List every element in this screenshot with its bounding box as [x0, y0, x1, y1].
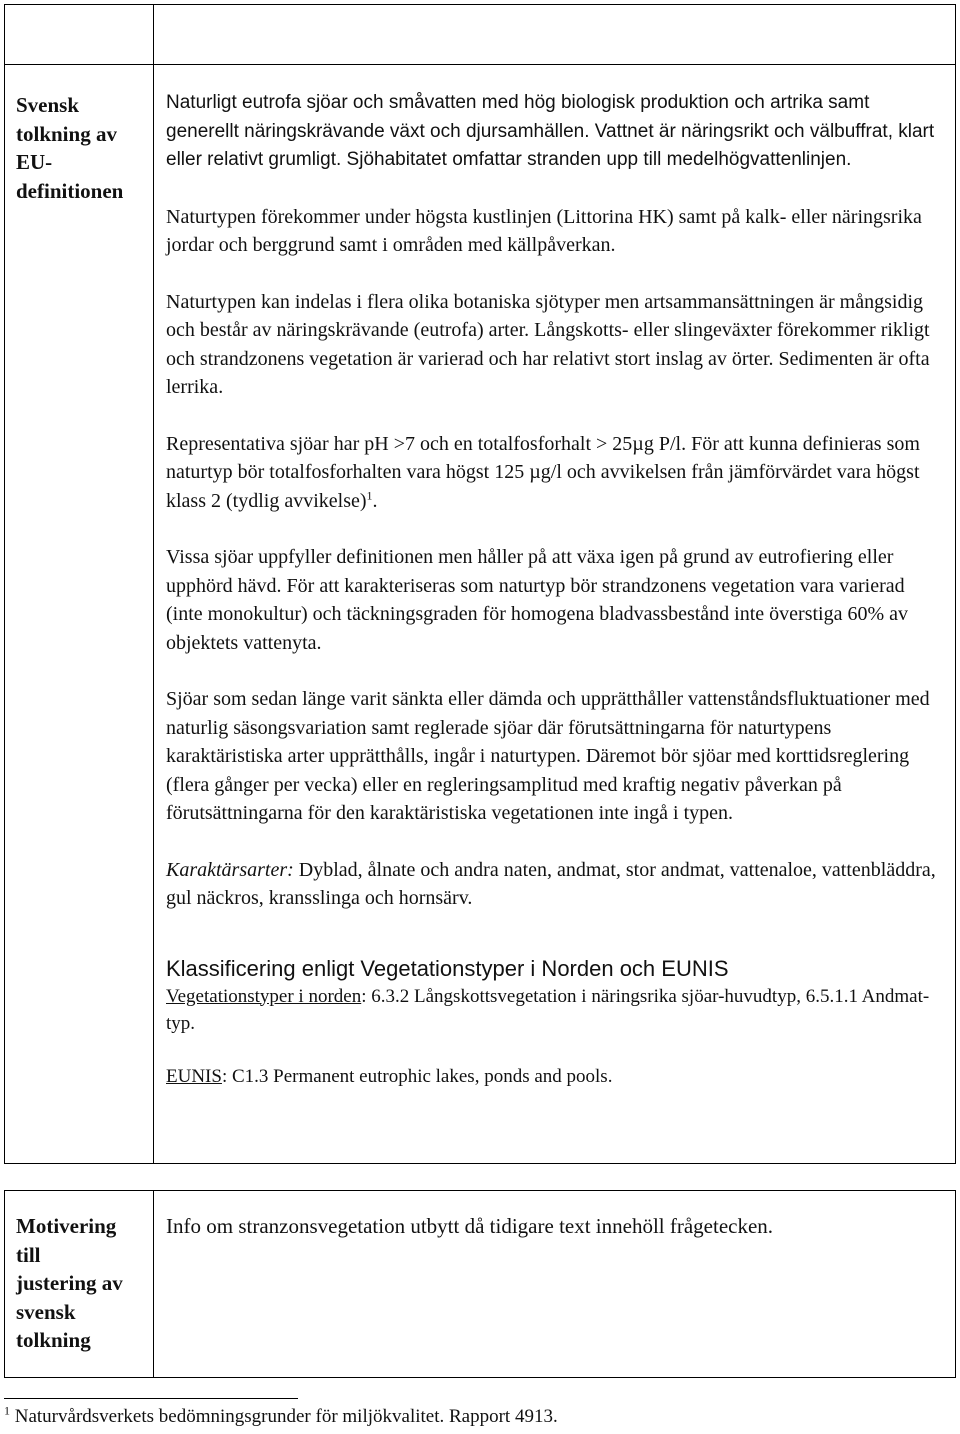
footnote — [4, 1405, 558, 1429]
footnote-separator — [4, 1398, 298, 1399]
definition-content — [166, 89, 946, 1091]
classification-vegetation: Vegetationstyper i norden: 6.3.2 Långskottsvegetation i näringsrika sjöar-huvudtyp, 6.5.1.1 Andmat-typ. — [166, 985, 930, 1034]
classification-eunis: EUNIS: C1.3 Permanent eutrophic lakes, ponds and pools. — [166, 1065, 613, 1087]
top-row-divider — [153, 4, 154, 65]
motivation-row-label: Motivering till justering av svensk tolkning — [16, 1214, 123, 1352]
paragraph-description: Naturligt eutrofa sjöar och småvatten med hög biologisk produktion och artrika samt generellt näringskrävande växt och djursamhällen. Vattnet är näringsrikt och välbuffrat, klart eller relativt grumligt. Sjöhabitatet omfattar stranden upp till medelhögvattenlinjen. — [166, 92, 935, 170]
top-row-frame — [4, 4, 956, 65]
classification-heading: Klassificering enligt Vegetationstyper i Norden och EUNIS — [166, 955, 729, 981]
motivation-row-divider — [153, 1190, 154, 1378]
motivation-text: Info om stranzonsvegetation utbytt då tidigare text innehöll frågetecken. — [166, 1214, 774, 1238]
footnote-ref: 1 — [366, 487, 373, 502]
paragraph-occurrence: Naturtypen förekommer under högsta kustlinjen (Littorina HK) samt på kalk- eller näringsrika jordar och berggrund samt i områden med källpåverkan. — [166, 205, 922, 256]
paragraph-overgrowth: Vissa sjöar uppfyller definitionen men håller på att växa igen på grund av eutrofiering eller upphörd hävd. För att karakteriseras som naturtyp bör strandzonens vegetation vara varierad (inte monokultur) och täckningsgraden för homogena bladvassbestånd inte överstiga 60% av objektets vattenyta. — [166, 546, 909, 654]
definition-row-label: Svensk tolkning av EU- definitionen — [16, 93, 124, 203]
paragraph-characteristic-species: Karaktärsarter: Dyblad, ålnate och andra naten, andmat, stor andmat, vattenaloe, vattenbläddra, gul näckros, kransslinga och hornsärv. — [166, 858, 936, 909]
paragraph-phosphorus: Representativa sjöar har pH >7 och en totalfosforhalt > 25µg P/l. För att kunna definieras som naturtyp bör totalfosforhalten vara högst 125 µg/l och avvikelsen från jämförvärdet vara högst klass 2 (tydlig avvikelse)$^1$. — [166, 432, 920, 512]
paragraph-species-composition: Naturtypen kan indelas i flera olika botaniska sjötyper men artsammansättningen är mångsidig och består av näringskrävande (eutrofa) arter. Långskotts- eller slingeväxter förekommer rikligt och strandzonens vegetation är varierad och har relativt stort inslag av örter. Sedimenten är ofta lerrika. — [166, 290, 930, 398]
definition-row-divider — [153, 64, 154, 1164]
footnote-text: Naturvårdsverkets bedömningsgrunder för miljökvalitet. Rapport 4913. — [14, 1406, 558, 1427]
paragraph-regulation: Sjöar som sedan länge varit sänkta eller dämda och upprätthåller vattenståndsfluktuationer med naturlig säsongsvariation samt reglerade sjöar där förutsättningarna för naturtypens karaktäristiska arter upprätthålls, ingår i naturtypen. Däremot bör sjöar med korttidsreglering (flera gånger per vecka) eller en regleringsamplitud med kraftig negativ påverkan på förutsättningarna för den karaktäristiska vegetationen inte ingå i typen. — [166, 688, 930, 824]
footnote-number: 1 — [4, 1403, 10, 1418]
